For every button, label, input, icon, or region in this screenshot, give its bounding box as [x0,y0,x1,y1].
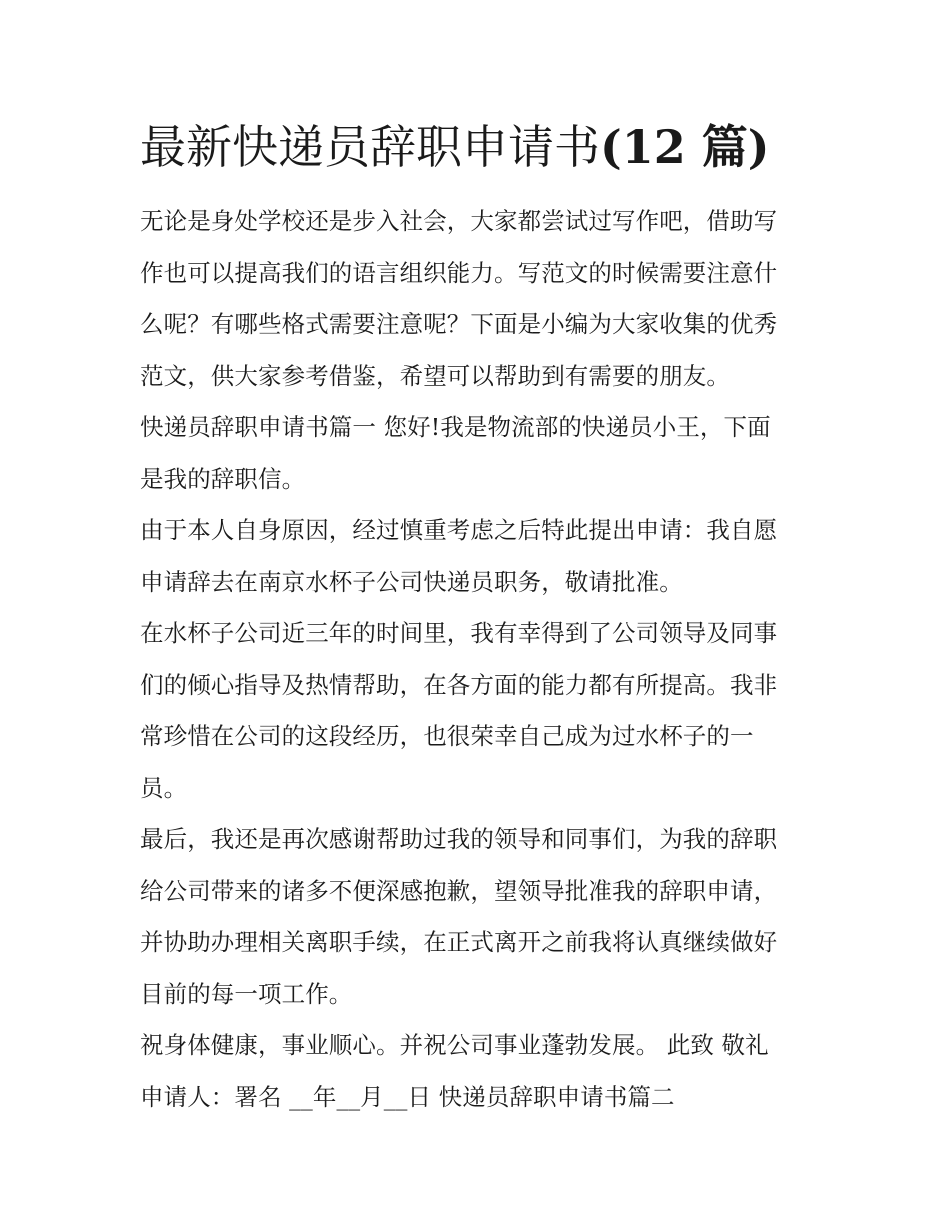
title-main: 最新快递员辞职申请书 [140,120,600,174]
text-line: 常珍惜在公司的这段经历，也很荣幸自己成为过水杯子的一 [140,722,754,750]
text-line: 员。 [140,773,188,802]
text-line: 申请辞去在南京水杯子公司快递员职务，敬请批准。 [140,567,683,596]
page-title [140,112,840,182]
text-line: 祝身体健康，事业顺心。并祝公司事业蓬勃发展。 此致 敬礼 [140,1031,769,1059]
text-line: 们的倾心指导及热情帮助，在各方面的能力都有所提高。我非 [140,670,778,699]
text-line: 并协助办理相关离职手续，在正式离开之前我将认真继续做好 [140,928,778,956]
text-line: 申请人：署名 __年__月__日 快递员辞职申请书篇二 [140,1082,675,1111]
text-line: 最后，我还是再次感谢帮助过我的领导和同事们，为我的辞职 [140,825,778,853]
title-suffix: (12 篇) [600,120,770,174]
body-text [140,196,812,1123]
text-line: 无论是身处学校还是步入社会，大家都尝试过写作吧，借助写 [140,207,778,235]
text-line: 在水杯子公司近三年的时间里，我有幸得到了公司领导及同事 [140,619,778,647]
text-line: 作也可以提高我们的语言组织能力。写范文的时候需要注意什 [140,258,778,287]
text-line: 目前的每一项工作。 [140,979,353,1008]
text-line: 么呢？有哪些格式需要注意呢？下面是小编为大家收集的优秀 [140,310,778,338]
text-line: 是我的辞职信。 [140,464,306,493]
text-line: 范文，供大家参考借鉴，希望可以帮助到有需要的朋友。 [140,361,730,390]
text-line: 快递员辞职申请书篇一 您好!我是物流部的快递员小王，下面 [140,413,771,441]
text-line: 由于本人自身原因，经过慎重考虑之后特此提出申请：我自愿 [140,516,778,544]
text-line: 给公司带来的诸多不便深感抱歉，望领导批准我的辞职申请， [140,876,778,905]
